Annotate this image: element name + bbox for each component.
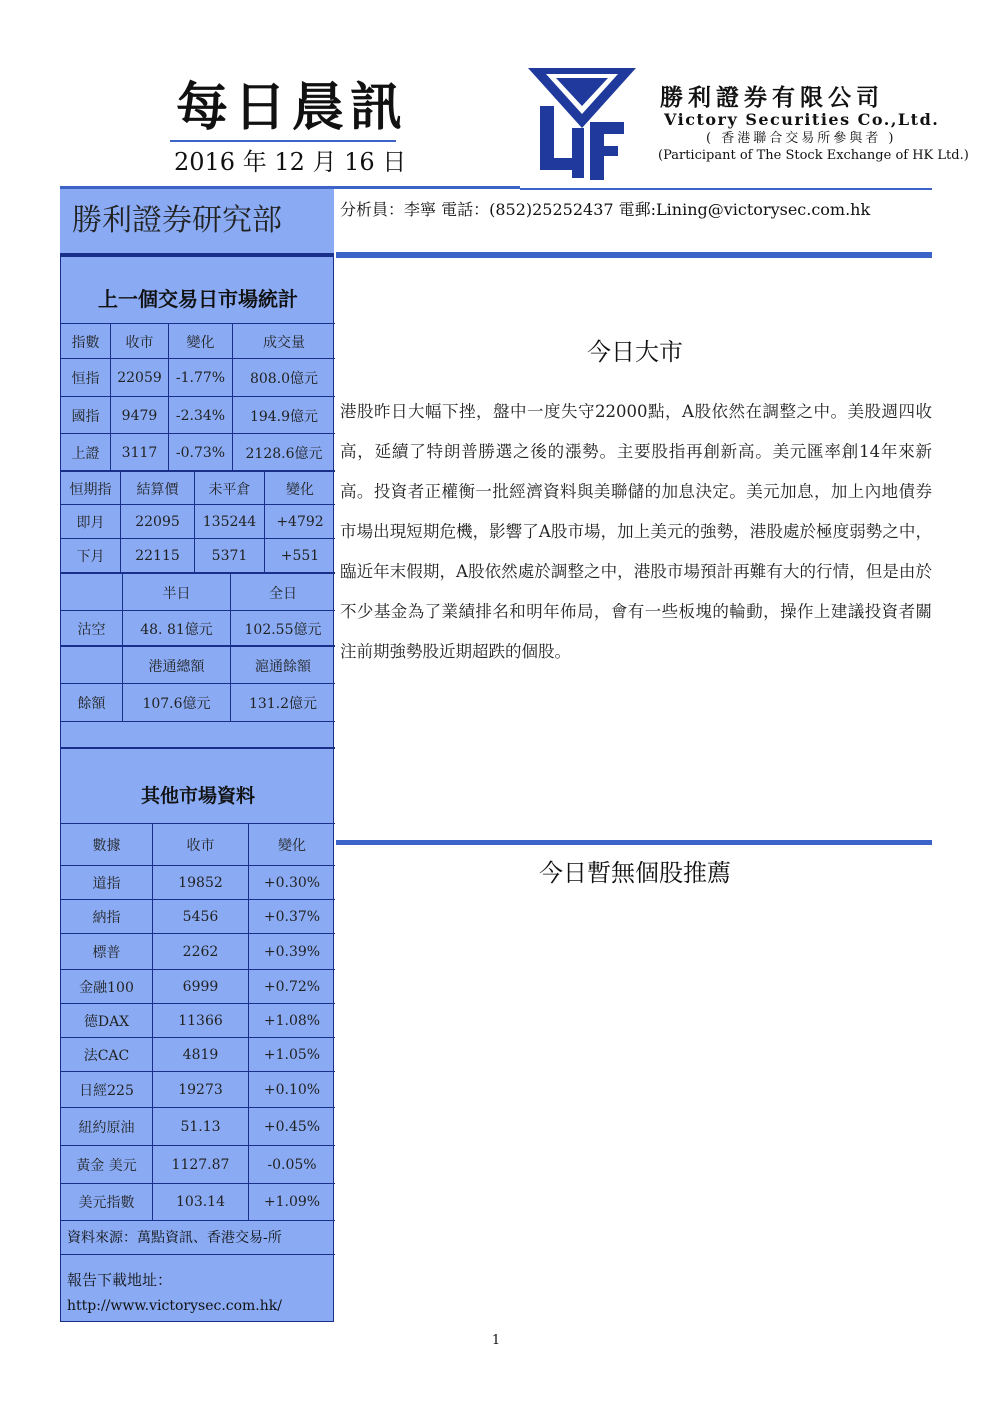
connect-sh-balance: 131.2億元 bbox=[248, 696, 318, 712]
company-subtitle-zh: ( 香港聯合交易所參與者 ) bbox=[706, 131, 897, 146]
market-close: 6999 bbox=[153, 970, 249, 1004]
stats-heading: 上一個交易日市場統計 bbox=[98, 287, 298, 311]
company-name-zh: 勝利證券有限公司 bbox=[660, 84, 884, 111]
connect-hk-total: 107.6億元 bbox=[123, 684, 231, 722]
market-name: 納指 bbox=[61, 900, 153, 934]
market-name: 紐約原油 bbox=[61, 1108, 153, 1146]
market-change: +1.08% bbox=[263, 1013, 321, 1029]
futures-change: +551 bbox=[280, 548, 320, 564]
department-label: 勝利證券研究部 bbox=[72, 203, 282, 238]
table-row bbox=[61, 899, 335, 934]
futures-settle: 22115 bbox=[121, 539, 195, 573]
header-divider-right bbox=[520, 188, 932, 190]
market-change: +0.30% bbox=[263, 875, 321, 891]
page-number: 1 bbox=[491, 1333, 501, 1348]
market-change: -0.05% bbox=[267, 1157, 317, 1173]
market-name: 黃金 美元 bbox=[61, 1146, 153, 1184]
market-close: 2262 bbox=[153, 934, 249, 970]
market-change: +0.45% bbox=[263, 1119, 321, 1135]
table-header-cell: 變化 bbox=[169, 324, 233, 359]
index-change: -2.34% bbox=[169, 397, 233, 434]
table-header-cell: 恒期指 bbox=[61, 472, 121, 506]
index-volume: 808.0億元 bbox=[249, 371, 319, 387]
market-name: 道指 bbox=[61, 866, 153, 900]
company-name-en: Victory Securities Co.,Ltd. bbox=[664, 110, 940, 129]
table-header-cell: 收市 bbox=[153, 824, 249, 866]
other-markets-heading: 其他市場資料 bbox=[140, 785, 255, 807]
table-header-cell bbox=[61, 574, 123, 612]
market-change: +0.39% bbox=[263, 944, 321, 960]
market-name: 金融100 bbox=[61, 970, 153, 1004]
short-table-header bbox=[61, 572, 335, 612]
futures-open-interest: 135244 bbox=[195, 505, 265, 539]
market-change: +0.37% bbox=[263, 909, 321, 925]
short-full-day: 102.55億元 bbox=[244, 621, 322, 638]
table-header-cell: 指數 bbox=[61, 324, 111, 359]
table-row bbox=[61, 969, 335, 1004]
analyst-divider bbox=[336, 252, 932, 258]
company-subtitle-en: (Participant of The Stock Exchange of HK Ltd.) bbox=[658, 148, 969, 163]
table-row bbox=[61, 933, 335, 970]
table-row bbox=[61, 1037, 335, 1072]
table-row bbox=[61, 1145, 335, 1184]
connect-table-header bbox=[61, 645, 335, 685]
table-row bbox=[61, 1183, 335, 1221]
source-divider bbox=[61, 1254, 335, 1255]
index-volume: 2128.6億元 bbox=[245, 445, 323, 462]
table-header-cell: 收市 bbox=[111, 324, 169, 359]
index-volume: 194.9億元 bbox=[249, 408, 319, 425]
data-source: 資料來源：萬點資訊、香港交易-所 bbox=[67, 1230, 282, 1246]
table-header-cell: 結算價 bbox=[121, 472, 195, 506]
short-label: 沽空 bbox=[61, 611, 123, 646]
market-name: 標普 bbox=[61, 934, 153, 970]
futures-month: 即月 bbox=[61, 505, 121, 539]
market-close: 1127.87 bbox=[153, 1146, 249, 1184]
table-row bbox=[61, 1107, 335, 1146]
connect-label: 餘額 bbox=[61, 684, 123, 722]
market-change: +1.05% bbox=[263, 1047, 321, 1063]
analyst-contact: 分析員：李寧 電話：(852)25252437 電郵:Lining@victorysec.com.hk bbox=[340, 200, 871, 219]
title-underline bbox=[170, 140, 396, 142]
market-stats-sidebar bbox=[60, 256, 334, 1322]
index-change: -1.77% bbox=[169, 359, 233, 397]
table-row bbox=[61, 433, 335, 471]
market-close: 19273 bbox=[153, 1072, 249, 1108]
table-header-cell: 變化 bbox=[286, 482, 314, 498]
table-row bbox=[61, 610, 335, 646]
other-table-header bbox=[61, 823, 335, 866]
futures-month: 下月 bbox=[61, 539, 121, 573]
table-row bbox=[61, 865, 335, 900]
victory-logo-icon bbox=[526, 66, 638, 186]
market-change: +1.09% bbox=[263, 1194, 321, 1210]
market-change: +0.10% bbox=[263, 1082, 321, 1098]
market-commentary: 港股昨日大幅下挫，盤中一度失守22000點，A股依然在調整之中。美股週四收高，延續了特朗普勝選之後的漲勢。主要股指再創新高。美元匯率創14年來新高。投資者正權衡一批經濟資料與美聯儲的加息決定。美元加息，加上內地債券市場出現短期危機，影響了A股市場，加上美元的強勢，港股處於極度弱勢之中，臨近年末假期，A股依然處於調整之中，港股市場預計再難有大的行情，但是由於不少基金為了業績排名和明年佈局，會有一些板塊的輪動，操作上建議投資者關注前期強勢股近期超跌的個股。 bbox=[340, 402, 932, 661]
page-title: 每日晨訊 bbox=[176, 77, 409, 138]
futures-change: +4792 bbox=[276, 514, 324, 530]
index-close: 3117 bbox=[111, 434, 169, 471]
table-row bbox=[61, 358, 335, 397]
market-close: 19852 bbox=[153, 866, 249, 900]
table-header-cell: 半日 bbox=[123, 574, 231, 612]
market-close: 4819 bbox=[153, 1038, 249, 1072]
table-header-cell: 港通總額 bbox=[123, 647, 231, 685]
market-close: 103.14 bbox=[153, 1184, 249, 1220]
recommendation-divider bbox=[336, 840, 932, 845]
index-table-header bbox=[61, 323, 335, 359]
table-row bbox=[61, 538, 335, 573]
market-name: 法CAC bbox=[61, 1038, 153, 1072]
short-half-day: 48. 81億元 bbox=[123, 611, 231, 646]
table-header-cell: 變化 bbox=[278, 838, 306, 854]
futures-settle: 22095 bbox=[121, 505, 195, 539]
market-change: +0.72% bbox=[263, 979, 321, 995]
download-link[interactable]: http://www.victorysec.com.hk/ bbox=[67, 1298, 282, 1314]
table-row bbox=[61, 1003, 335, 1038]
index-name: 恒指 bbox=[61, 359, 111, 397]
table-header-cell: 未平倉 bbox=[195, 472, 265, 506]
table-header-cell: 全日 bbox=[269, 586, 297, 602]
report-date: 2016 年 12 月 16 日 bbox=[174, 148, 407, 176]
market-close: 51.13 bbox=[153, 1108, 249, 1146]
index-name: 上證 bbox=[61, 434, 111, 471]
table-row bbox=[61, 504, 335, 539]
spacer-row bbox=[61, 721, 335, 748]
futures-table-header bbox=[61, 470, 335, 506]
market-name: 日經225 bbox=[61, 1072, 153, 1108]
index-close: 9479 bbox=[111, 397, 169, 434]
recommendation-title: 今日暫無個股推薦 bbox=[539, 859, 731, 887]
futures-open-interest: 5371 bbox=[195, 539, 265, 573]
market-name: 德DAX bbox=[61, 1004, 153, 1038]
market-close: 5456 bbox=[153, 900, 249, 934]
table-row bbox=[61, 396, 335, 434]
market-close: 11366 bbox=[153, 1004, 249, 1038]
table-header-cell: 成交量 bbox=[263, 334, 305, 351]
table-header-cell: 滬通餘額 bbox=[255, 659, 311, 675]
table-header-cell: 數據 bbox=[61, 824, 153, 866]
table-row bbox=[61, 683, 335, 722]
download-label: 報告下載地址： bbox=[67, 1271, 173, 1289]
market-name: 美元指數 bbox=[61, 1184, 153, 1220]
index-close: 22059 bbox=[111, 359, 169, 397]
market-section-title: 今日大市 bbox=[587, 338, 683, 366]
table-row bbox=[61, 1071, 335, 1108]
index-change: -0.73% bbox=[169, 434, 233, 471]
index-name: 國指 bbox=[61, 397, 111, 434]
table-header-cell bbox=[61, 647, 123, 685]
